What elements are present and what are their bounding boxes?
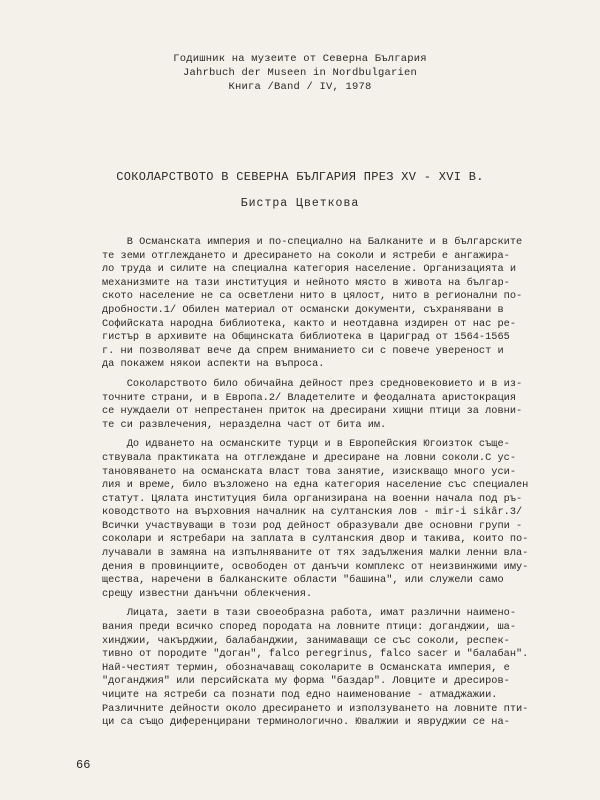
text-line: ското население не са осветлени нито в цялост, нито в регионални по- <box>102 290 523 303</box>
text-line: лучавали в замяна на изпълняваните от тях задължения малки ленни вла- <box>102 547 529 560</box>
page-number: 66 <box>76 758 91 772</box>
text-line: Всички участвуващи в този род дейност образували две основни групи - <box>102 519 523 532</box>
text-line: вания преди всичко според породата на ловните птици: доганджии, ша- <box>102 621 517 634</box>
text-line: лия и време, било възложено на една категория население със специален <box>102 479 529 492</box>
paragraph <box>102 438 552 601</box>
article-author: Бистра Цветкова <box>240 197 360 210</box>
text-line: да покажем някои аспекти на въпроса. <box>102 358 325 371</box>
text-line: дения в провинциите, освободен от данъчи комплекс от неизвинжими иму- <box>102 560 529 573</box>
text-line: точните страни, и в Европа.2/ Владетелите и феодалната аристокрация <box>102 391 517 404</box>
text-line: механизмите на тази институция и нейното място в живота на българ- <box>102 276 510 289</box>
text-line: ци са също диференцирани терминологично. Ювалжии и явруджии се на- <box>102 716 510 729</box>
journal-volume: Книга /Band / IV, 1978 <box>228 81 372 93</box>
text-line: "доганджия" или персийската му форма "баздар". Ловците и дресиров- <box>102 675 510 688</box>
text-line: се нуждаели от непрестанен приток на дресирани хищни птици за ловни- <box>102 405 523 418</box>
journal-header <box>0 52 600 94</box>
text-line: Най-честият термин, обозначаващ соколарите в Османската империя, е <box>102 661 510 674</box>
text-line: В Османската империя и по-специално на Балканите и в българските <box>102 236 523 248</box>
text-line: тановяването на османската власт това занятие, изискващо много уси- <box>102 465 517 478</box>
text-line: До идването на османските турци и в Европейския Югоизток съще- <box>102 438 510 451</box>
paragraph <box>102 378 552 432</box>
article-body <box>102 236 552 736</box>
text-line: те си развлечения, неразделна част от бита им. <box>102 418 387 431</box>
journal-title-bulgarian: Годишник на музеите от Северна България <box>173 53 427 65</box>
paragraph <box>102 236 552 372</box>
text-line: ководството на върховния началник на султанския лов - mir-i sikâr.3/ <box>102 506 523 519</box>
text-line: чиците на ястреби са познати под едно наименование - атмаджажии. <box>102 689 498 701</box>
text-line: срещу известни данъчни облекчения. <box>102 587 313 600</box>
text-line: ствувала практиката на отглеждане и дресиране на ловни соколи.С ус- <box>102 451 517 464</box>
text-line: те земи отглеждането и дресирането на соколи и ястреби е ангажира- <box>102 249 510 262</box>
article-title: СОКОЛАРСТВОТО В СЕВЕРНА БЪЛГАРИЯ ПРЕЗ XV - XVI В. <box>116 170 484 184</box>
text-line: ло труда и силите на специална категория население. Организацията и <box>102 263 517 276</box>
text-line: Различните дейности около дресирането и използуването на ловните пти- <box>102 702 529 715</box>
text-line: щества, наречени в балканските области "башина", или служели само <box>102 574 504 587</box>
paragraph <box>102 607 552 729</box>
text-line: соколари и ястребари на заплата в султанския двор и такива, които по- <box>102 533 529 546</box>
text-line: Лицата, заети в тази своеобразна работа, имат различни наимено- <box>102 607 517 620</box>
text-line: статут. Цялата институция била организирана на военни начала под ръ- <box>102 492 523 505</box>
text-line: тивно от породите "доган", falco peregrinus, falco sacer и "балабан". <box>102 648 529 661</box>
text-line: Софийската народна библиотека, както и неотдавна издирен от нас ре- <box>102 317 517 330</box>
text-line: хинджии, чакърджии, балабанджии, занимаващи се със соколи, респек- <box>102 634 510 647</box>
text-line: дробности.1/ Обилен материал от османски документи, съхранявани в <box>102 303 504 316</box>
text-line: Соколарството било обичайна дейност през средновековието и в из- <box>102 377 523 390</box>
text-line: гистър в архивите на Общинската библиотека в Цариград от 1564-1565 <box>102 331 510 344</box>
journal-title-german: Jahrbuch der Museen in Nordbulgarien <box>182 67 418 79</box>
text-line: г. ни позволяват вече да спрем вниманието си с повече увереност и <box>102 344 504 357</box>
